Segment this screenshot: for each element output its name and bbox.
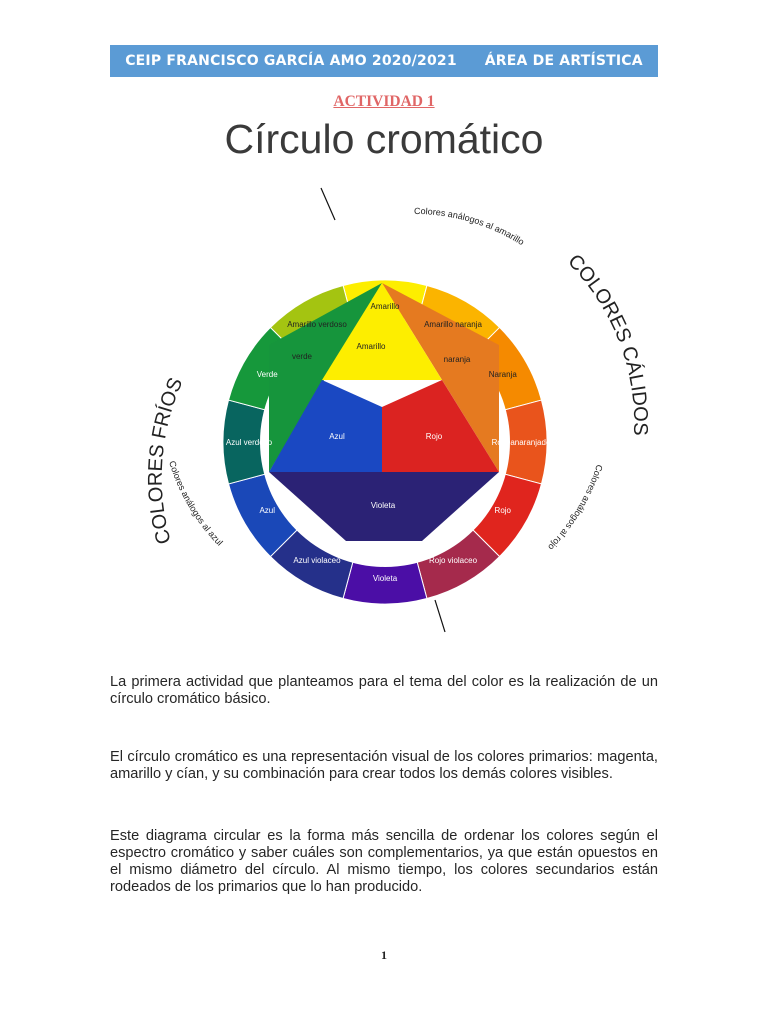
- analog-yellow-label: Colores análogos al amarillo: [413, 205, 526, 248]
- outer-segment-label: Amarillo verdoso: [287, 320, 347, 330]
- inner-label-violeta: Violeta: [370, 501, 396, 510]
- outer-segment-label: Rojo anaranjado: [491, 438, 551, 447]
- outer-segment-label: Naranja: [488, 370, 517, 379]
- inner-label-amarillo: Amarillo: [356, 342, 386, 351]
- page-number: 1: [381, 948, 387, 962]
- paragraph-1: La primera actividad que planteamos para el tema del color es la realización de un círculo cromático básico.: [110, 674, 658, 707]
- outer-segment-label: Azul verdoso: [225, 438, 273, 447]
- outer-segment-label: Amarillo naranja: [424, 320, 482, 330]
- bottom-divider-line: [435, 600, 445, 632]
- inner-label-azul: Azul: [329, 432, 345, 441]
- activity-label: ACTIVIDAD 1: [333, 93, 435, 110]
- outer-segment-label: Azul violaceo: [293, 555, 341, 565]
- analog-blue-label: Colores análogos al azul: [167, 459, 225, 548]
- paragraph-3: Este diagrama circular es la forma más sencilla de ordenar los colores según el espectro cromático y saber cuáles son complementarios, ya que están opuestos en el mismo diámetro del círculo. Al mismo tiempo, los colores secundarios están rodeados de los primarios que lo han producido.: [110, 828, 658, 895]
- inner-label-verde: verde: [291, 352, 313, 361]
- outer-segment-label: Rojo: [494, 506, 512, 515]
- outer-segment-label: Verde: [256, 370, 278, 379]
- paragraph-2: El círculo cromático es una representación visual de los colores primarios: magenta, amarillo y cían, y su combinación para crear todos los demás colores visibles.: [110, 749, 658, 782]
- analog-red-label: Colores análogos al rojo: [546, 463, 605, 553]
- outer-segment-label: Rojo violaceo: [428, 555, 478, 565]
- inner-label-naranja: naranja: [443, 355, 471, 364]
- outer-segment-label: Azul: [259, 506, 276, 515]
- outer-segment-label: Amarillo: [370, 302, 400, 311]
- header-school: CEIP FRANCISCO GARCÍA AMO 2020/2021: [125, 53, 457, 69]
- color-wheel-figure: [109, 172, 657, 640]
- inner-label-rojo: Rojo: [425, 432, 443, 441]
- page-title: Círculo cromático: [224, 116, 544, 162]
- outer-segment-label: Violeta: [372, 574, 398, 583]
- cold-colors-label: COLORES FRÍOS: [144, 374, 188, 547]
- header-area: ÁREA DE ARTÍSTICA: [484, 53, 643, 69]
- top-divider-line: [321, 188, 335, 220]
- header-bar: [110, 45, 658, 77]
- warm-colors-label: COLORES CÁLIDOS: [563, 250, 652, 436]
